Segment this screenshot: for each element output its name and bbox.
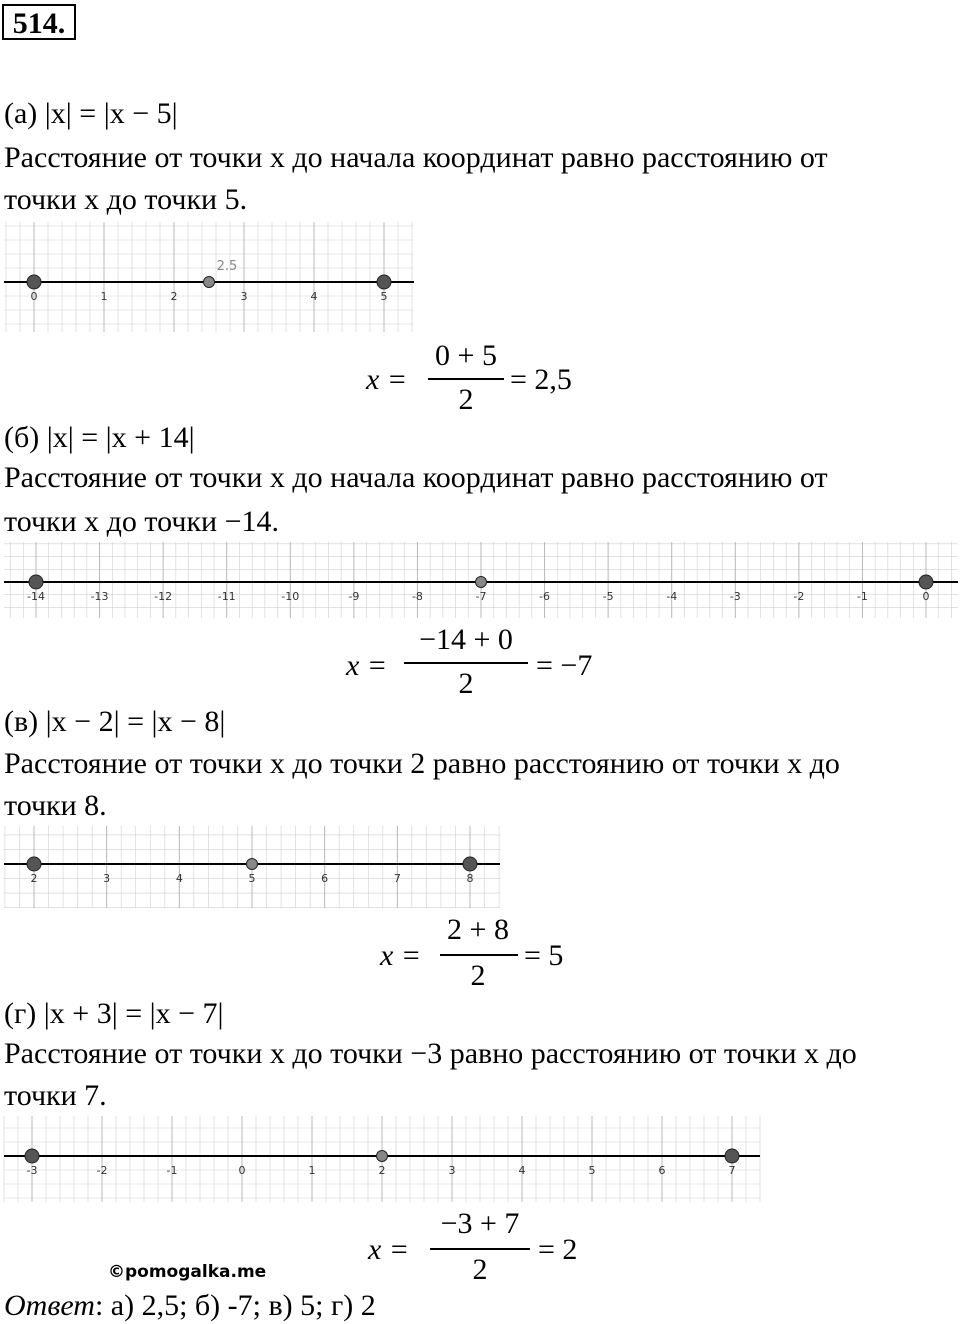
tick-label: -11 [217, 590, 236, 603]
number-line-d [4, 1116, 760, 1202]
formula-b-rhs: = −7 [536, 649, 593, 682]
equation-d: (г) |x + 3| = |x − 7| [4, 997, 224, 1030]
endpoint-dot [463, 857, 477, 871]
tick-label: 0 [238, 1164, 246, 1177]
tick-label: 4 [518, 1164, 526, 1177]
tick-label: 1 [308, 1164, 316, 1177]
tick-label: 3 [103, 872, 111, 885]
formula-d-bar [430, 1248, 530, 1250]
tick-label: -13 [90, 590, 109, 603]
endpoint-dot [27, 275, 41, 289]
tick-label: 2 [170, 290, 178, 303]
tick-label: 1 [100, 290, 108, 303]
formula-a-rhs: = 2,5 [510, 363, 572, 396]
tick-label: -1 [856, 590, 868, 603]
tick-label: 2 [378, 1164, 386, 1177]
text-a-line2: точки x до точки 5. [4, 183, 248, 216]
tick-label: -2 [793, 590, 805, 603]
text-d-line2: точки 7. [4, 1079, 107, 1112]
tick-label: -6 [539, 590, 551, 603]
text-d-line1: Расстояние от точки x до точки −3 равно расстоянию от точки x до [4, 1037, 857, 1070]
endpoint-dot [27, 857, 41, 871]
formula-d-rhs: = 2 [538, 1233, 578, 1266]
watermark: ©pomogalka.me [108, 1262, 267, 1282]
formula-d-lhs: x = [368, 1233, 410, 1266]
formula-b-lhs: x = [346, 649, 388, 682]
tick-label: 3 [448, 1164, 456, 1177]
tick-label: -3 [26, 1164, 38, 1177]
formula-a-den: 2 [458, 383, 474, 416]
tick-label: -12 [154, 590, 173, 603]
tick-label: -7 [475, 590, 487, 603]
tick-label: -4 [666, 590, 678, 603]
midpoint-dot [204, 277, 215, 288]
tick-label: 5 [588, 1164, 596, 1177]
tick-label: 5 [248, 872, 256, 885]
midpoint-dot [247, 859, 258, 870]
tick-label: 4 [310, 290, 318, 303]
formula-d-den: 2 [472, 1253, 488, 1286]
number-line-b [4, 542, 958, 618]
text-c-line1: Расстояние от точки x до точки 2 равно расстоянию от точки x до [4, 747, 840, 780]
endpoint-dot [25, 1149, 39, 1163]
tick-label: 7 [728, 1164, 736, 1177]
number-line-c [4, 826, 500, 908]
number-line-a [4, 222, 414, 332]
answer [4, 1288, 376, 1324]
text-b-line2: точки x до точки −14. [4, 505, 279, 538]
formula-b-bar [404, 662, 528, 664]
tick-label: -5 [602, 590, 614, 603]
text-a-line1: Расстояние от точки x до начала координат равно расстоянию от [4, 141, 828, 174]
tick-label: -14 [27, 590, 45, 603]
problem-number: 514. [2, 4, 76, 40]
endpoint-dot [29, 575, 43, 589]
formula-a-num: 0 + 5 [435, 339, 497, 372]
tick-label: 0 [922, 590, 930, 603]
equation-c: (в) |x − 2| = |x − 8| [4, 705, 226, 738]
equation-a: (а) |x| = |x − 5| [4, 97, 178, 130]
formula-b-num: −14 + 0 [419, 623, 513, 656]
formula-b-den: 2 [458, 667, 474, 700]
formula-d-num: −3 + 7 [440, 1207, 520, 1240]
equation-b: (б) |x| = |x + 14| [4, 421, 195, 454]
formula-a-bar [428, 378, 504, 380]
text-c-line2: точки 8. [4, 789, 107, 822]
endpoint-dot [377, 275, 391, 289]
tick-label: 4 [175, 872, 183, 885]
tick-label: -10 [281, 590, 300, 603]
midpoint-dot [476, 577, 487, 588]
answer-text: : а) 2,5; б) -7; в) 5; г) 2 [94, 1289, 376, 1322]
tick-label: -3 [729, 590, 741, 603]
tick-label: 2 [30, 872, 38, 885]
formula-c-num: 2 + 8 [447, 913, 509, 946]
answer-label: Ответ [4, 1289, 95, 1322]
tick-label: -2 [96, 1164, 108, 1177]
tick-label: 6 [321, 872, 329, 885]
formula-c-den: 2 [470, 959, 486, 992]
formula-a-lhs: x = [366, 363, 408, 396]
tick-label: 5 [380, 290, 388, 303]
tick-label: 0 [30, 290, 38, 303]
midpoint-dot [377, 1151, 388, 1162]
tick-label: -8 [411, 590, 423, 603]
tick-label: 6 [658, 1164, 666, 1177]
formula-c-bar [440, 954, 518, 956]
tick-label: 7 [393, 872, 401, 885]
formula-c-rhs: = 5 [524, 939, 564, 972]
formula-c-lhs: x = [380, 939, 422, 972]
endpoint-dot [919, 575, 933, 589]
tick-label: 8 [466, 872, 474, 885]
text-b-line1: Расстояние от точки x до начала координат равно расстоянию от [4, 461, 828, 494]
endpoint-dot [725, 1149, 739, 1163]
tick-label: -1 [166, 1164, 178, 1177]
tick-label: 3 [240, 290, 248, 303]
tick-label: -9 [348, 590, 360, 603]
midpoint-label: 2.5 [216, 259, 238, 274]
